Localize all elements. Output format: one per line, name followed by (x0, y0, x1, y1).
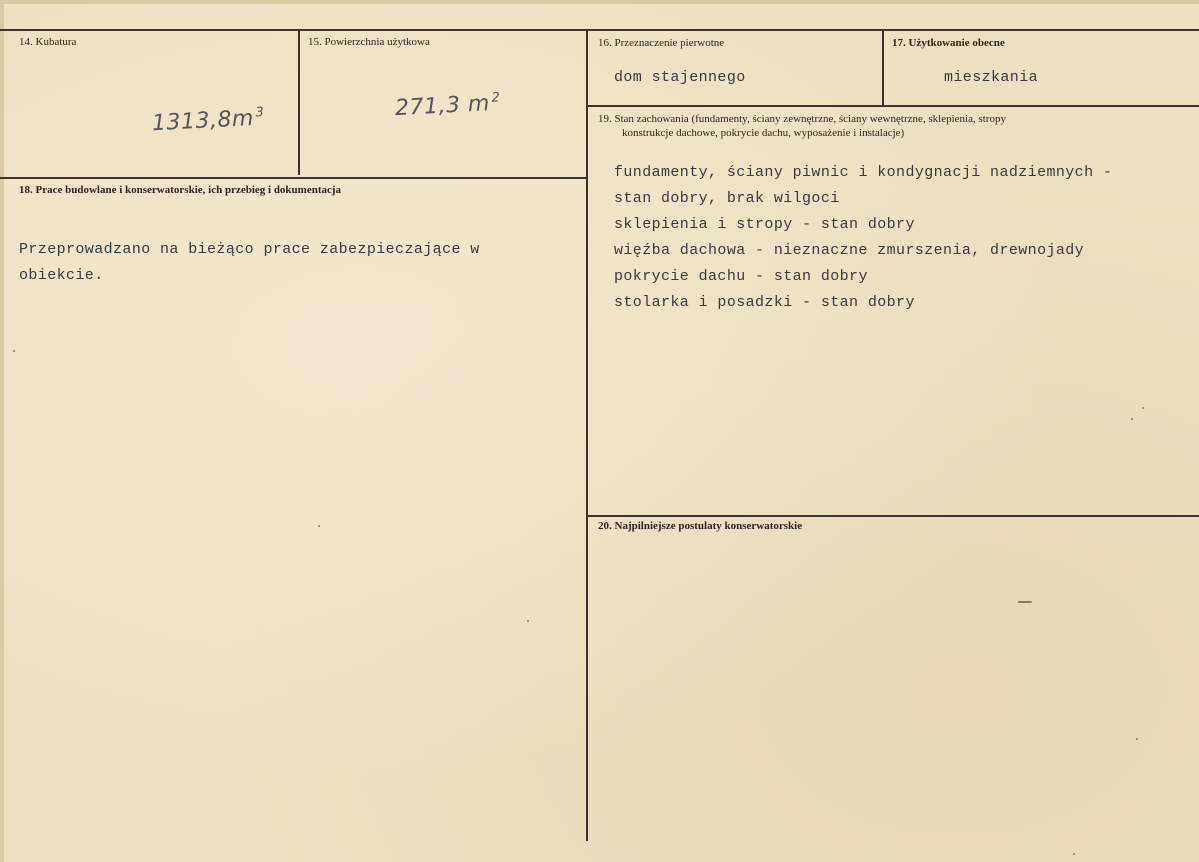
field-15-value (394, 90, 501, 121)
field-20-label: 20. Najpilniejsze postulaty konserwatorskie (598, 520, 803, 532)
paper-speck (1073, 853, 1075, 855)
paper-speck (1142, 407, 1144, 409)
paper-speck (1018, 601, 1032, 603)
field-19-line: pokrycie dachu - stan dobry (614, 268, 868, 285)
paper-speck (318, 525, 320, 527)
rule-under-15 (0, 177, 588, 179)
field-19-label-line2: konstrukcje dachowe, pokrycie dachu, wyposażenie i instalacje) (622, 127, 905, 139)
rule-under-16 (588, 105, 1199, 107)
field-19-label-line1: 19. Stan zachowania (fundamenty, ściany zewnętrzne, ściany wewnętrzne, sklepienia, stropy (598, 113, 1006, 125)
field-14-unit: m (231, 105, 255, 133)
field-17-label: 17. Użytkowanie obecne (892, 37, 1005, 49)
field-18-text (19, 237, 480, 289)
paper-speck (527, 620, 529, 622)
field-16-label: 16. Przeznaczenie pierwotne (598, 37, 725, 49)
field-18-line: obiekcie. (19, 267, 104, 284)
card-top-edge (0, 0, 1199, 4)
field-19-text (614, 160, 1112, 316)
field-19-line: sklepienia i stropy - stan dobry (614, 216, 915, 233)
field-18-line: Przeprowadzano na bieżąco prace zabezpieczające w (19, 241, 480, 258)
field-14-number: 1313,8 (151, 107, 233, 137)
field-14-label: 14. Kubatura (19, 36, 77, 48)
field-19-line: stan dobry, brak wilgoci (614, 190, 840, 207)
field-18-label: 18. Prace budowlane i konserwatorskie, ich przebieg i dokumentacja (19, 184, 342, 196)
paper-speck (1131, 418, 1133, 420)
field-14-value (151, 105, 265, 136)
field-15-label: 15. Powierzchnia użytkowa (308, 36, 430, 48)
field-15-unit-exponent: 2 (491, 90, 501, 106)
field-19-line: więźba dachowa - nieznaczne zmurszenia, drewnojady (614, 242, 1085, 259)
field-15-unit: m (467, 91, 491, 118)
rule-v-middle (586, 29, 588, 841)
paper-speck (13, 350, 15, 352)
field-16-value: dom stajennego (614, 69, 746, 86)
rule-v-16-17 (882, 29, 884, 105)
card-left-edge (0, 0, 4, 862)
rule-v-14-15 (298, 29, 300, 175)
field-14-unit-exponent: 3 (255, 105, 265, 121)
field-15-number: 271,3 (394, 92, 462, 122)
rule-under-19 (588, 515, 1199, 517)
field-19-line: stolarka i posadzki - stan dobry (614, 294, 915, 311)
field-19-line: fundamenty, ściany piwnic i kondygnacji nadziemnych - (614, 164, 1113, 181)
rule-top (0, 29, 1199, 31)
field-17-value: mieszkania (944, 69, 1039, 86)
paper-speck (1136, 738, 1138, 740)
